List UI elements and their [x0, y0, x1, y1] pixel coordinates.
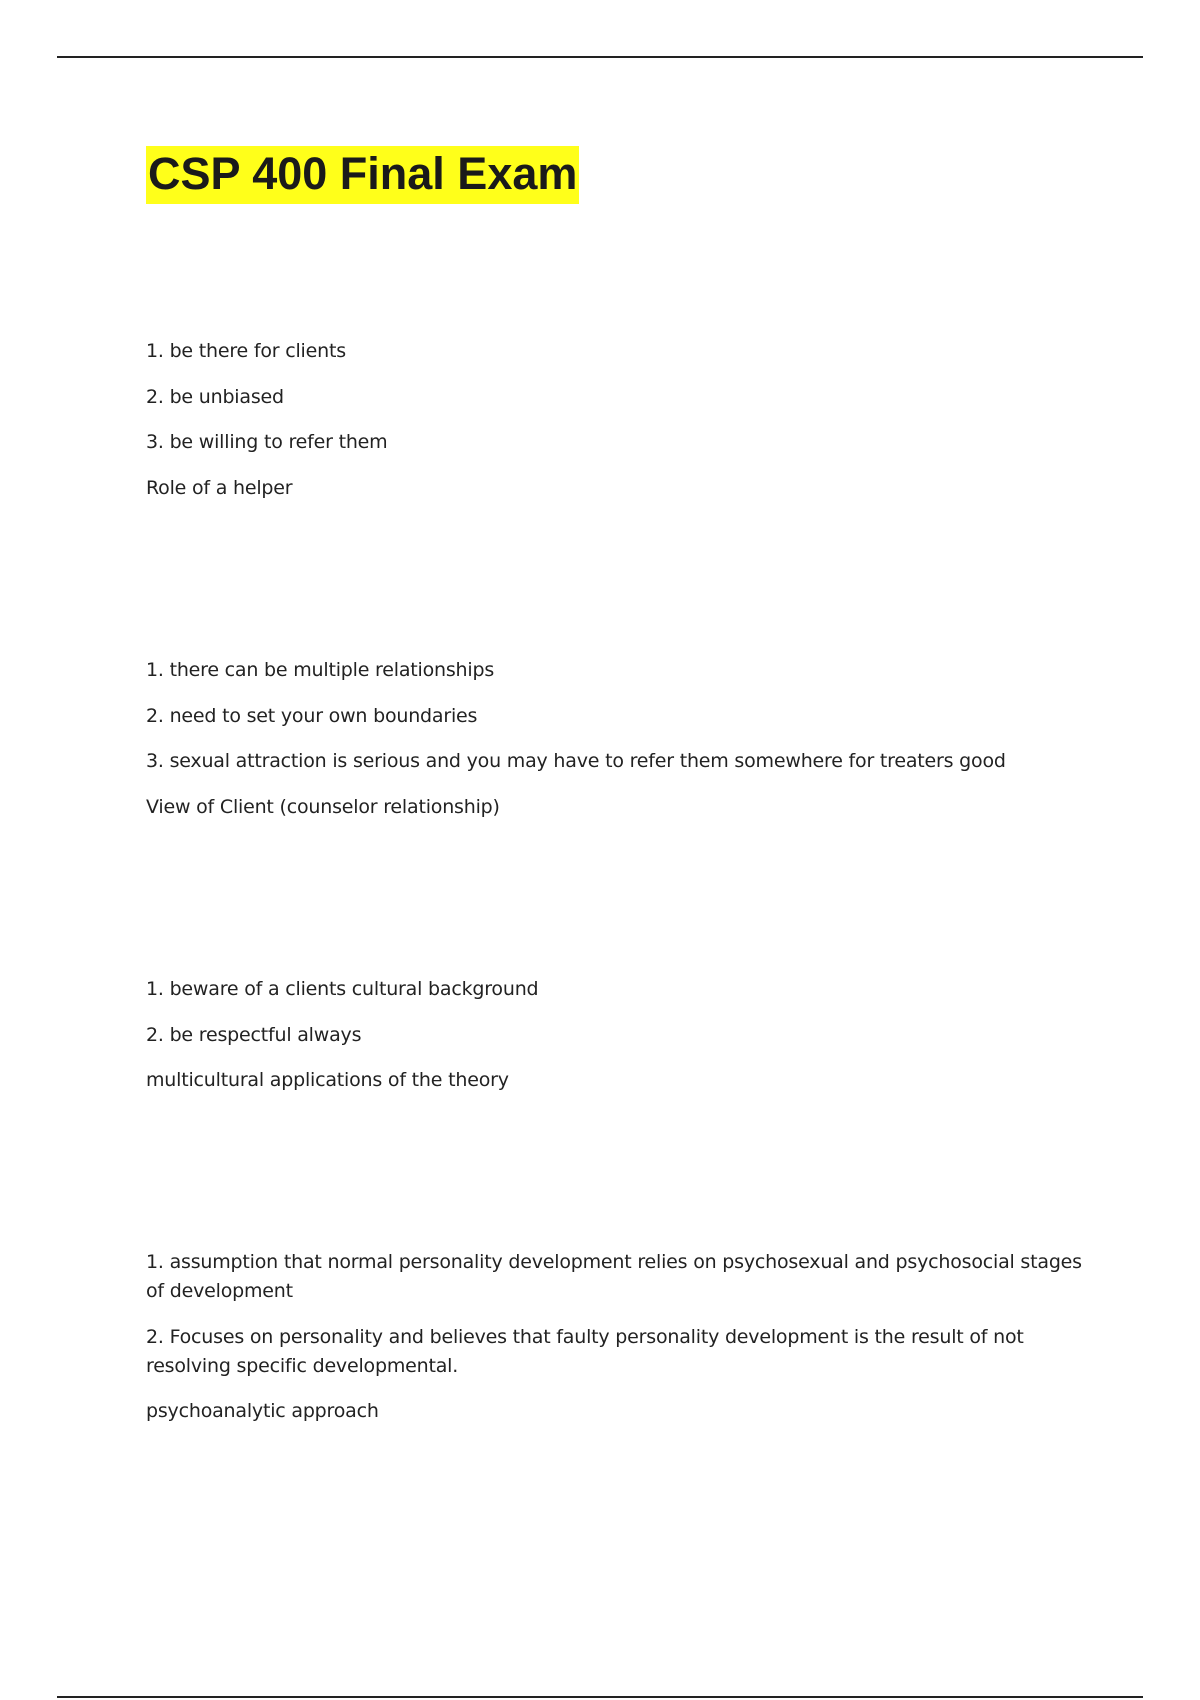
card-item: 2. need to set your own boundaries — [146, 704, 478, 727]
card-role-of-helper — [146, 337, 1086, 519]
card-item: 1. beware of a clients cultural background — [146, 978, 539, 1000]
card-term: Role of a helper — [146, 476, 293, 499]
page-title: CSP 400 Final Exam — [146, 146, 579, 204]
card-item: 2. Focuses on personality and believes that faulty personality development is the result of not resolving specific developmental. — [146, 1325, 1024, 1377]
card-item: 2. be unbiased — [146, 385, 284, 408]
card-item: 1. assumption that normal personality development relies on psychosexual and psychosocial stages of development — [146, 1251, 1082, 1302]
card-item: 2. be respectful always — [146, 1023, 362, 1046]
card-view-of-client — [146, 656, 1086, 838]
card-psychoanalytic — [146, 1248, 1086, 1443]
card-term: View of Client (counselor relationship) — [146, 795, 500, 818]
card-item: 1. there can be multiple relationships — [146, 659, 495, 681]
card-item: 3. sexual attraction is serious and you may have to refer them somewhere for treaters good — [146, 750, 1006, 772]
card-term: multicultural applications of the theory — [146, 1069, 509, 1091]
top-rule — [57, 56, 1143, 58]
card-item: 1. be there for clients — [146, 340, 346, 362]
title-container — [146, 146, 579, 204]
card-multicultural — [146, 975, 1086, 1112]
card-term: psychoanalytic approach — [146, 1400, 379, 1422]
bottom-rule — [57, 1696, 1143, 1698]
card-item: 3. be willing to refer them — [146, 431, 388, 453]
